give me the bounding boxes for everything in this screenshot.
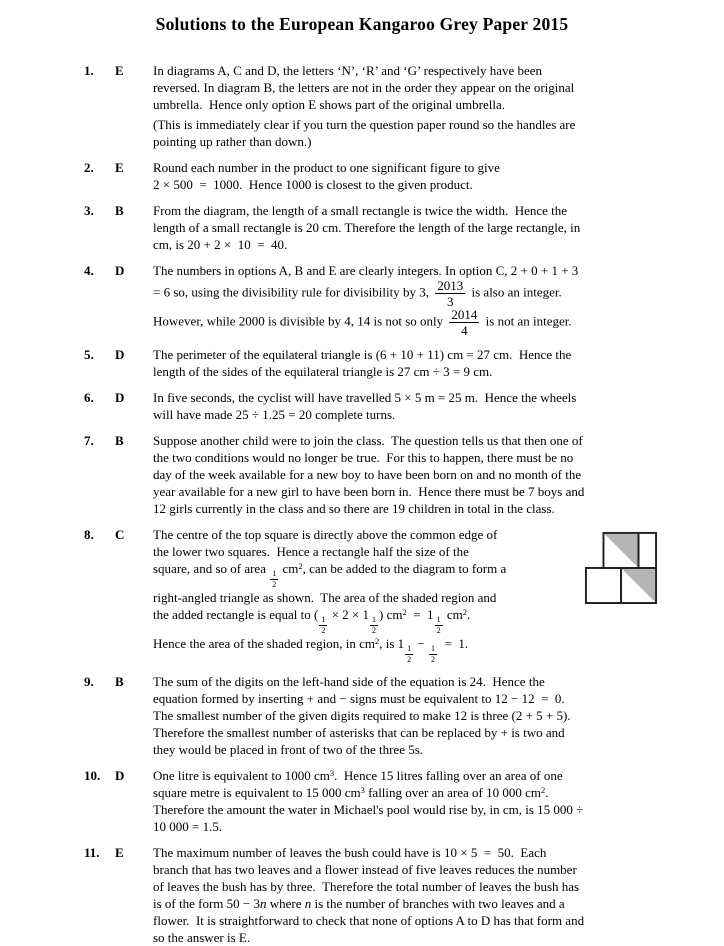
solution-row <box>84 346 724 380</box>
solution-row <box>84 526 724 664</box>
text-line: cm, is 20 + 2 × 10 = 40. <box>153 237 288 252</box>
solution-body <box>153 202 658 253</box>
solutions-list <box>84 62 724 946</box>
solution-answer: E <box>115 63 124 78</box>
solution-paragraph <box>153 432 658 517</box>
solution-row <box>84 844 724 946</box>
text-line: length of a small rectangle is 20 cm. Therefore the length of the large rectangle, in <box>153 220 581 235</box>
text-line: 2 × 500 = 1000. Hence 1000 is closest to the given product. <box>153 177 473 192</box>
text-line: 12 girls currently in the class and so there are 19 children in total in the class. <box>153 501 555 516</box>
text-line: From the diagram, the length of a small rectangle is twice the width. Hence the <box>153 203 568 218</box>
solution-number: 3. <box>84 203 94 218</box>
solution-number: 7. <box>84 433 94 448</box>
solution-body <box>153 346 658 380</box>
solution-row <box>84 262 724 337</box>
text-line: The maximum number of leaves the bush could have is 10 × 5 = 50. Each <box>153 845 547 860</box>
solution-row <box>84 432 724 517</box>
solution-body <box>153 844 658 946</box>
text-line: The sum of the digits on the left-hand side of the equation is 24. Hence the <box>153 674 545 689</box>
stacked-squares-figure <box>584 528 658 606</box>
solution-body <box>153 432 658 517</box>
text-line: they would be placed in front of two of the three 5s. <box>153 742 424 757</box>
page-title: Solutions to the European Kangaroo Grey Paper 2015 <box>155 14 569 34</box>
solution-answer: B <box>115 674 124 689</box>
text-line: The perimeter of the equilateral triangle is (6 + 10 + 11) cm = 27 cm. Hence the <box>153 347 572 362</box>
solution-number: 9. <box>84 674 94 689</box>
solution-number: 2. <box>84 160 94 175</box>
fraction: $\frac{1}{2}$ <box>431 644 435 664</box>
text-line: square, and so of area $\frac{1}{2}$ $cm^2$, can be added to the diagram to form a <box>153 561 507 589</box>
text-line: reversed. In diagram B, the letters are not in the order they appear on the original <box>153 80 575 95</box>
solution-number: 6. <box>84 390 94 405</box>
text-line: day of the week available for a new boy to have been born on and no month of the <box>153 467 582 482</box>
solution-body <box>153 159 658 193</box>
solution-number: 4. <box>84 263 94 278</box>
solution-row <box>84 767 724 835</box>
fraction: $\frac{1}{2}$ <box>321 615 326 635</box>
fraction: $\frac{1}{2}$ <box>407 644 412 664</box>
solution-answer: D <box>115 347 125 362</box>
solution-row <box>84 389 724 423</box>
text-line: Therefore the smallest number of asterisks that can be replaced by + is two and <box>153 725 565 740</box>
text-line: flower. It is straightforward to check that none of options A to D has that form and <box>153 913 585 928</box>
solution-paragraph <box>153 389 658 423</box>
solution-paragraph <box>153 844 658 946</box>
solution-number: 11. <box>84 845 100 860</box>
text-line: However, while 2000 is divisible by 4, 14 is not so only $\frac{2014}{4}$ is not an integer. <box>153 307 572 338</box>
solution-number: 5. <box>84 347 94 362</box>
text-line: umbrella. Hence only option E shows part of the original umbrella. <box>153 97 505 112</box>
text-line: In five seconds, the cyclist will have travelled 5 × 5 m = 25 m. Hence the wheels <box>153 390 577 405</box>
text-line: One litre is equivalent to 1000 $cm^3$. Hence 15 litres falling over an area of one <box>153 768 563 783</box>
solution-answer: E <box>115 845 124 860</box>
solution-paragraph <box>153 526 658 664</box>
fraction: $\frac{2013}{3}$ <box>437 278 464 309</box>
fraction: $\frac{1}{2}$ <box>272 569 277 589</box>
solution-body <box>153 62 658 150</box>
solution-number: 1. <box>84 63 94 78</box>
solution-paragraph <box>153 767 658 835</box>
text-line: The centre of the top square is directly above the common edge of <box>153 527 498 542</box>
solution-answer: B <box>115 433 124 448</box>
solution-row <box>84 673 724 758</box>
solution-answer: C <box>115 527 125 542</box>
text-line: the two conditions would no longer be true. For this to happen, there must be no <box>153 450 574 465</box>
text-line: will have made 25 ÷ 1.25 = 20 complete turns. <box>153 407 396 422</box>
text-line: Round each number in the product to one significant figure to give <box>153 160 500 175</box>
solution-paragraph <box>153 202 658 253</box>
text-line: (This is immediately clear if you turn the question paper round so the handles are <box>153 117 576 132</box>
fraction: $\frac{1}{2}$ <box>436 615 441 635</box>
solution-paragraph <box>153 62 658 113</box>
solution-body <box>153 262 658 337</box>
solution-paragraph <box>153 262 658 337</box>
solution-number: 10. <box>84 768 101 783</box>
solution-body <box>153 526 658 664</box>
text-line: equation formed by inserting + and − signs must be equivalent to 12 − 12 = 0. <box>153 691 565 706</box>
text-line: Hence the area of the shaded region, in $cm^2$, is 1 $\frac{1}{2}$ − $\frac{1}{2}$ = 1. <box>153 636 469 664</box>
solution-paragraph <box>153 116 658 150</box>
solution-body <box>153 767 658 835</box>
text-line: In diagrams A, C and D, the letters ‘N’, ‘R’ and ‘G’ respectively have been <box>153 63 543 78</box>
text-line: The numbers in options A, B and E are clearly integers. In option C, 2 + 0 + 1 + 3 <box>153 263 579 278</box>
text-line: 10 000 = 1.5. <box>153 819 223 834</box>
solution-answer: E <box>115 160 124 175</box>
solution-answer: B <box>115 203 124 218</box>
document-page <box>0 14 724 945</box>
text-line: length of the sides of the equilateral triangle is 27 cm ÷ 3 = 9 cm. <box>153 364 493 379</box>
text-line: the added rectangle is equal to ( $\frac{1}{2}$ × 2 × 1 $\frac{1}{2}$ ) $cm^2 = 1$ $\frac{1}{2}$ $cm^2$. <box>153 607 471 635</box>
solution-row <box>84 159 724 193</box>
text-line: Suppose another child were to join the class. The question tells us that then one of <box>153 433 583 448</box>
text-line: year available for a new girl to have been born in. Hence there must be 7 boys and <box>153 484 585 499</box>
text-line: the lower two squares. Hence a rectangle half the size of the <box>153 544 469 559</box>
solution-number: 8. <box>84 527 94 542</box>
text-line: of leaves the bush has by three. Therefore the total number of leaves the bush has <box>153 879 580 894</box>
text-line: pointing up rather than down.) <box>153 134 312 149</box>
solution-answer: D <box>115 390 125 405</box>
solution-answer: D <box>115 768 125 783</box>
fraction: $\frac{2014}{4}$ <box>451 307 478 338</box>
solution-row <box>84 202 724 253</box>
text-line: Therefore the amount the water in Michael's pool would rise by, in cm, is 15 000 ÷ <box>153 802 584 817</box>
solution-answer: D <box>115 263 125 278</box>
text-line: so the answer is E. <box>153 930 251 945</box>
solution-paragraph <box>153 673 658 758</box>
text-line: The smallest number of the given digits required to make 12 is three (2 + 5 + 5). <box>153 708 571 723</box>
solution-paragraph <box>153 159 658 193</box>
solution-paragraph <box>153 346 658 380</box>
solution-body <box>153 673 658 758</box>
solution-body <box>153 389 658 423</box>
text-line: is of the form 50 − 3n where n is the number of branches with two leaves and a <box>153 896 565 911</box>
fraction: $\frac{1}{2}$ <box>372 615 376 635</box>
text-line: branch that has two leaves and a flower instead of five leaves reduces the number <box>153 862 577 877</box>
solution-row <box>84 62 724 150</box>
text-line: right-angled triangle as shown. The area of the shaded region and <box>153 590 497 605</box>
text-line: square metre is equivalent to 15 000 $cm^3$ falling over an area of 10 000 $cm^2$. <box>153 785 549 800</box>
text-line: = 6 so, using the divisibility rule for divisibility by 3, $\frac{2013}{3}$ is also an integer. <box>153 278 562 309</box>
